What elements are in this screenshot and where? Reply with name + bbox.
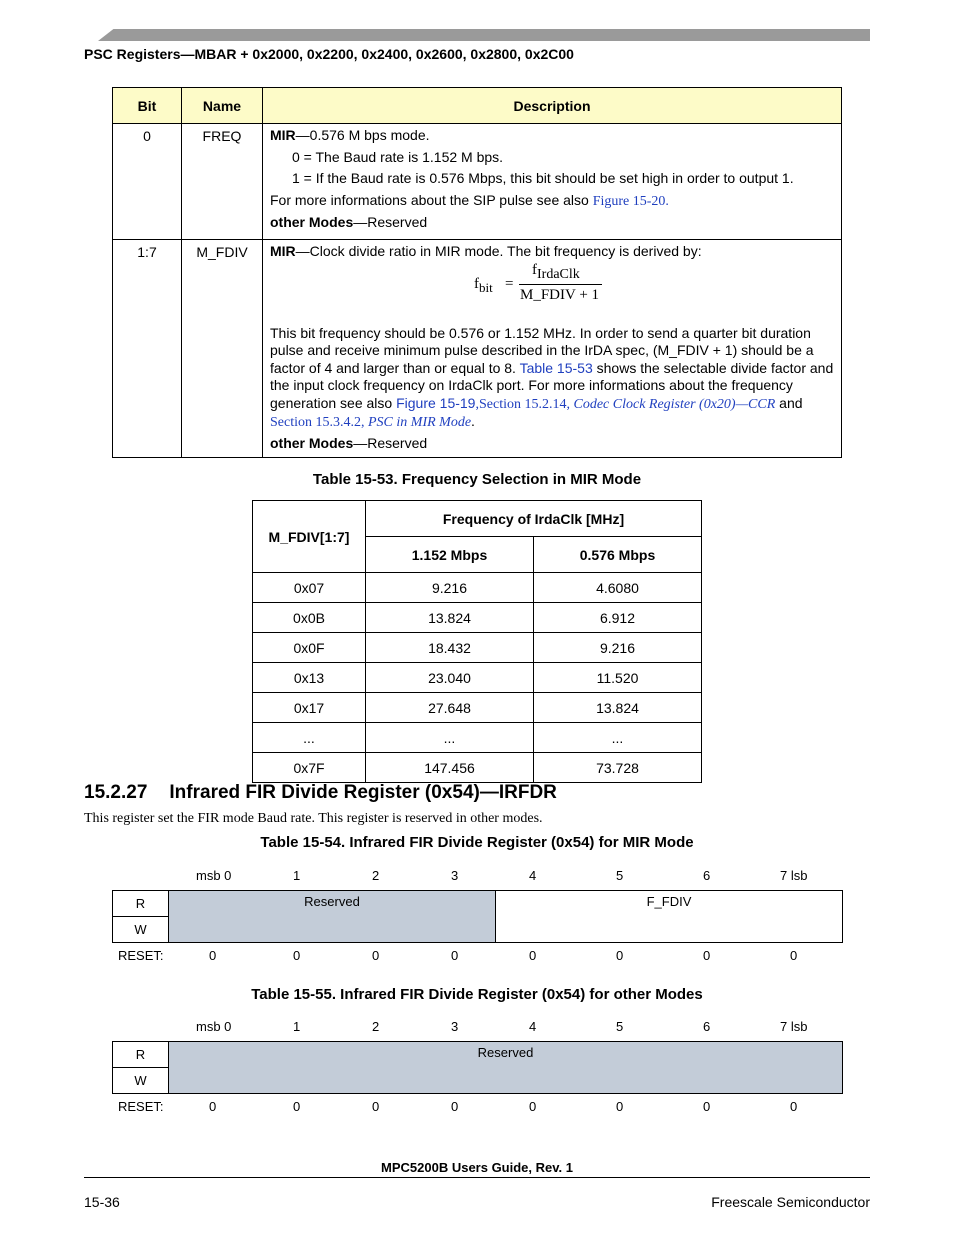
- bit-numbers: msb 0 1 2 3 4 5 6 7 lsb: [196, 868, 808, 883]
- table-row: 0x17 27.648 13.824: [253, 693, 702, 723]
- register-diagram: [112, 1041, 843, 1094]
- description-cell: MIR—Clock divide ratio in MIR mode. The bit frequency is derived by: This bit frequency should be 0.576 or 1.152 MHz. In order to send a quarter bit duration pulse and receive minimum pulse described in the IrDA spec, (M_FDIV + 1) should be a factor of 4 and larger than or equal to 8. Table 15-53 shows the selectable divide factor and the input clock frequency on IrdaClk port. For more informations about the frequency generation see also Figure 15-19,Section 15.2.14, Codec Clock Register (0x20)—CCR and Section 15.3.4.2, PSC in MIR Mode. other Modes—Reserved: [263, 240, 842, 458]
- table-link[interactable]: Table 15-53: [519, 359, 593, 376]
- company-name: Freescale Semiconductor: [711, 1194, 870, 1210]
- header-bit: Bit: [113, 88, 182, 124]
- frequency-table: [252, 500, 702, 783]
- reset-values: RESET: 0 0 0 0 0 0 0 0: [118, 1099, 798, 1114]
- header-description: Description: [263, 88, 842, 124]
- section-heading: 15.2.27 Infrared FIR Divide Register (0x54)—IRFDR: [84, 782, 557, 803]
- section-link[interactable]: Section 15.3.4.2,: [270, 415, 368, 430]
- ffdiv-field: F_FDIV: [646, 894, 692, 909]
- name-cell: FREQ: [182, 124, 263, 240]
- table-row: ... ... ...: [253, 723, 702, 753]
- figure-link[interactable]: Figure 15-19: [396, 394, 476, 411]
- table-row: 0x0B 13.824 6.912: [253, 603, 702, 633]
- read-label: R: [113, 1042, 169, 1068]
- bit-cell: 1:7: [113, 240, 182, 458]
- footer-rule: [84, 1177, 870, 1178]
- header-frequency: Frequency of IrdaClk [MHz]: [366, 501, 702, 537]
- section-link-title[interactable]: PSC in MIR Mode: [368, 415, 472, 430]
- running-title: PSC Registers—MBAR + 0x2000, 0x2200, 0x2400, 0x2600, 0x2800, 0x2C00: [84, 46, 574, 62]
- table-caption: Table 15-53. Frequency Selection in MIR Mode: [312, 471, 642, 488]
- header-mfdiv: M_FDIV[1:7]: [253, 501, 366, 573]
- reserved-field: Reserved: [169, 1042, 842, 1093]
- bit-description-table: [112, 87, 842, 458]
- page-number: 15-36: [84, 1194, 120, 1210]
- table-row: 0x7F 147.456 73.728: [253, 753, 702, 783]
- write-label: W: [113, 917, 169, 942]
- bit-numbers: msb 0 1 2 3 4 5 6 7 lsb: [196, 1019, 808, 1034]
- table-row: 0x13 23.040 11.520: [253, 663, 702, 693]
- reset-values: RESET: 0 0 0 0 0 0 0 0: [118, 948, 798, 963]
- header-name: Name: [182, 88, 263, 124]
- header-0576: 0.576 Mbps: [534, 537, 702, 573]
- table-caption: Table 15-54. Infrared FIR Divide Register (0x54) for MIR Mode: [260, 834, 694, 851]
- name-cell: M_FDIV: [182, 240, 263, 458]
- table-row: 0x07 9.216 4.6080: [253, 573, 702, 603]
- table-row: 0x0F 18.432 9.216: [253, 633, 702, 663]
- read-label: R: [113, 891, 169, 917]
- description-cell: MIR—0.576 M bps mode. 0 = The Baud rate is 1.152 M bps. 1 = If the Baud rate is 0.576 Mbps, this bit should be set high in order to output 1. For more informations about the SIP pulse see also Figure 15-20. other Modes—Reserved: [263, 124, 842, 240]
- footer-title: MPC5200B Users Guide, Rev. 1: [381, 1160, 573, 1175]
- section-body: This register set the FIR mode Baud rate. This register is reserved in other modes.: [84, 811, 543, 826]
- write-label: W: [113, 1068, 169, 1093]
- section-link-title[interactable]: Codec Clock Register (0x20)—CCR: [573, 396, 776, 412]
- table-caption: Table 15-55. Infrared FIR Divide Register (0x54) for other Modes: [251, 986, 703, 1003]
- reserved-field: Reserved: [169, 891, 496, 942]
- section-link[interactable]: ,Section 15.2.14,: [475, 396, 574, 412]
- bit-cell: 0: [113, 124, 182, 240]
- header-1152: 1.152 Mbps: [366, 537, 534, 573]
- register-diagram: [112, 890, 843, 943]
- header-bar: [98, 29, 870, 41]
- figure-link[interactable]: Figure 15-20.: [592, 193, 669, 209]
